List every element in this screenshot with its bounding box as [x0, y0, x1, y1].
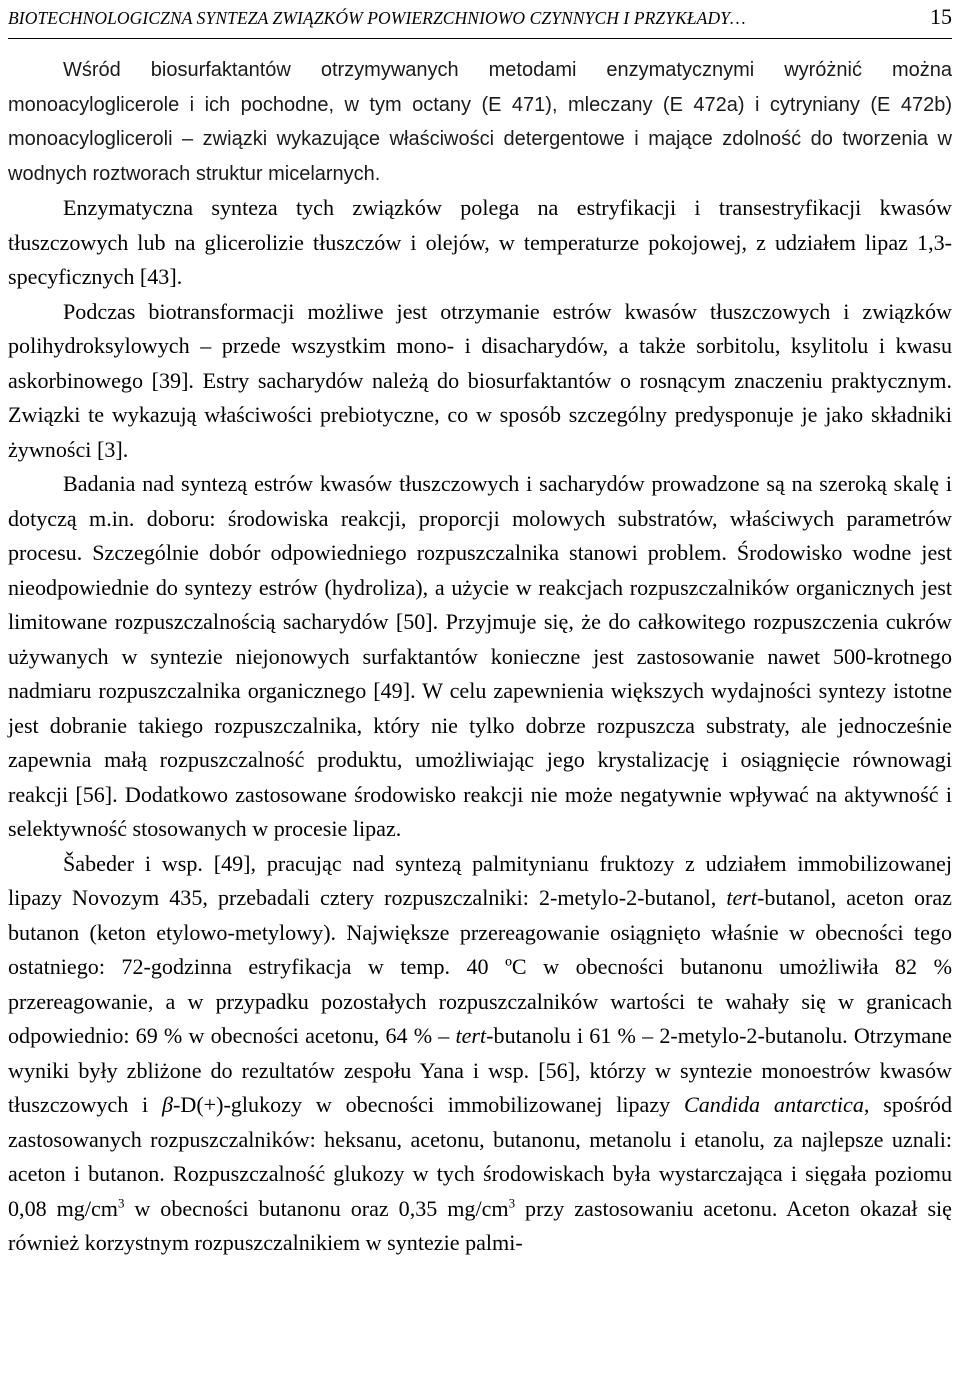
italic-beta: β — [162, 1092, 174, 1117]
text-run: -butanolu i 61 % – 2-metylo-2-butanolu. Otrzymane wyniki były zbliżone do rezultatów zespołu Yana i wsp. [56], którzy w syntezie monoestrów kwasów tłuszczowych i — [8, 1023, 952, 1117]
italic-tert: tert — [726, 885, 758, 910]
text-run: -butanol, aceton oraz butanon (keton etylowo-metylowy). Największe przereagowanie osiągnięto właśnie w obecności tego ostatniego: 72-godzinna estryfikacja w temp. 40 ºC w obecności butanonu umożliwiła 82 % przereagowanie, a w przypadku pozostałych rozpuszczalników wartości te wahały się w granicach odpowiednio: 69 % w obecności acetonu, 64 % – — [8, 885, 952, 1048]
italic-tert: tert — [455, 1023, 487, 1048]
text-run: Šabeder i wsp. [49], pracując nad syntezą palmitynianu fruktozy z udziałem immobilizowanej lipazy Novozym 435, przebadali cztery rozpuszczalniki: 2-metylo-2-butanol, — [8, 850, 952, 910]
body-text — [8, 53, 952, 1261]
page-number: 15 — [930, 4, 952, 29]
paragraph-biotransformation: Podczas biotransformacji możliwe jest otrzymanie estrów kwasów tłuszczowych i związków polihydroksylowych – przede wszystkim mono- i disacharydów, a także sorbitolu, ksylitolu i kwasu askorbinowego [39]. Estry sacharydów należą do biosurfaktantów o rosnącym znaczeniu praktycznym. Związki te wykazują właściwości prebiotyczne, co w sposób szczególny predysponuje je jako składniki żywności [3]. — [8, 298, 952, 462]
running-header — [8, 4, 952, 39]
text-run: w obecności butanonu oraz 0,35 mg/cm — [124, 1195, 509, 1221]
italic-species: Candida antarctica — [684, 1092, 864, 1117]
paragraph-monoacylglycerols: Wśród biosurfaktantów otrzymywanych metodami enzymatycznymi wyróżnić można monoacyloglicerole i ich pochodne, w tym octany (E 471), mleczany (E 472a) i cytryniany (E 472b) monoacyloglicerolі – związki wykazujące właściwości detergentowe i mające zdolność do tworzenia w wodnych roztworach struktur micelarnych. — [8, 59, 952, 185]
text-run: , spośród zastosowanych rozpuszczalników: heksanu, acetonu, butanonu, metanolu i etanolu, za najlepsze uznali: aceton i butanon. Rozpuszczalność glukozy w tych środowiskach była wystarczająca i sięgała poziomu 0,08 mg/cm — [8, 1092, 952, 1221]
superscript: 3 — [117, 1195, 125, 1211]
paragraph-solvent-selection: Badania nad syntezą estrów kwasów tłuszczowych i sacharydów prowadzone są na szeroką skalę i dotyczą m.in. doboru: środowiska reakcji, proporcji molowych substratów, właściwych parametrów procesu. Szczególnie dobór odpowiedniego rozpuszczalnika stanowi problem. Środowisko wodne jest nieodpowiednie do syntezy estrów (hydroliza), a użycie w reakcjach rozpuszczalników organicznych jest limitowane rozpuszczalnością sacharydów [50]. Przyjmuje się, że do całkowitego rozpuszczenia cukrów używanych w syntezie niejonowych surfaktantów konieczne jest zastosowanie nawet 500-krotnego nadmiaru rozpuszczalnika organicznego [49]. W celu zapewnienia większych wydajności syntezy istotne jest dobranie takiego rozpuszczalnika, który nie tylko dobrze rozpuszcza substraty, ale jednocześnie zapewnia małą rozpuszczalność produktu, umożliwiając jego krystalizację i osiągnięcie równowagi reakcji [56]. Dodatkowo zastosowane środowisko reakcji nie może negatywnie wpływać na aktywność i selektywność stosowanych w procesie lipaz. — [8, 471, 952, 841]
paragraph-enzymatic-synthesis: Enzymatyczna synteza tych związków polega na estryfikacji i transestryfikacji kwasów tłuszczowych lub na glicerolizie tłuszczów i olejów, w temperaturze pokojowej, z udziałem lipaz 1,3-specyficznych [43]. — [8, 195, 952, 289]
document-page — [8, 0, 952, 1261]
paragraph-sabeder-study — [8, 847, 952, 1261]
running-title: BIOTECHNOLOGICZNA SYNTEZA ZWIĄZKÓW POWIERZCHNIOWO CZYNNYCH I PRZYKŁADY… — [8, 8, 746, 28]
superscript: 3 — [508, 1195, 516, 1211]
text-run: -D(+)-glukozy w obecności immobilizowanej lipazy — [173, 1092, 684, 1117]
text-run: przy zastosowaniu acetonu. Aceton okazał się również korzystnym rozpuszczalnikiem w syntezie palmi- — [8, 1195, 952, 1255]
